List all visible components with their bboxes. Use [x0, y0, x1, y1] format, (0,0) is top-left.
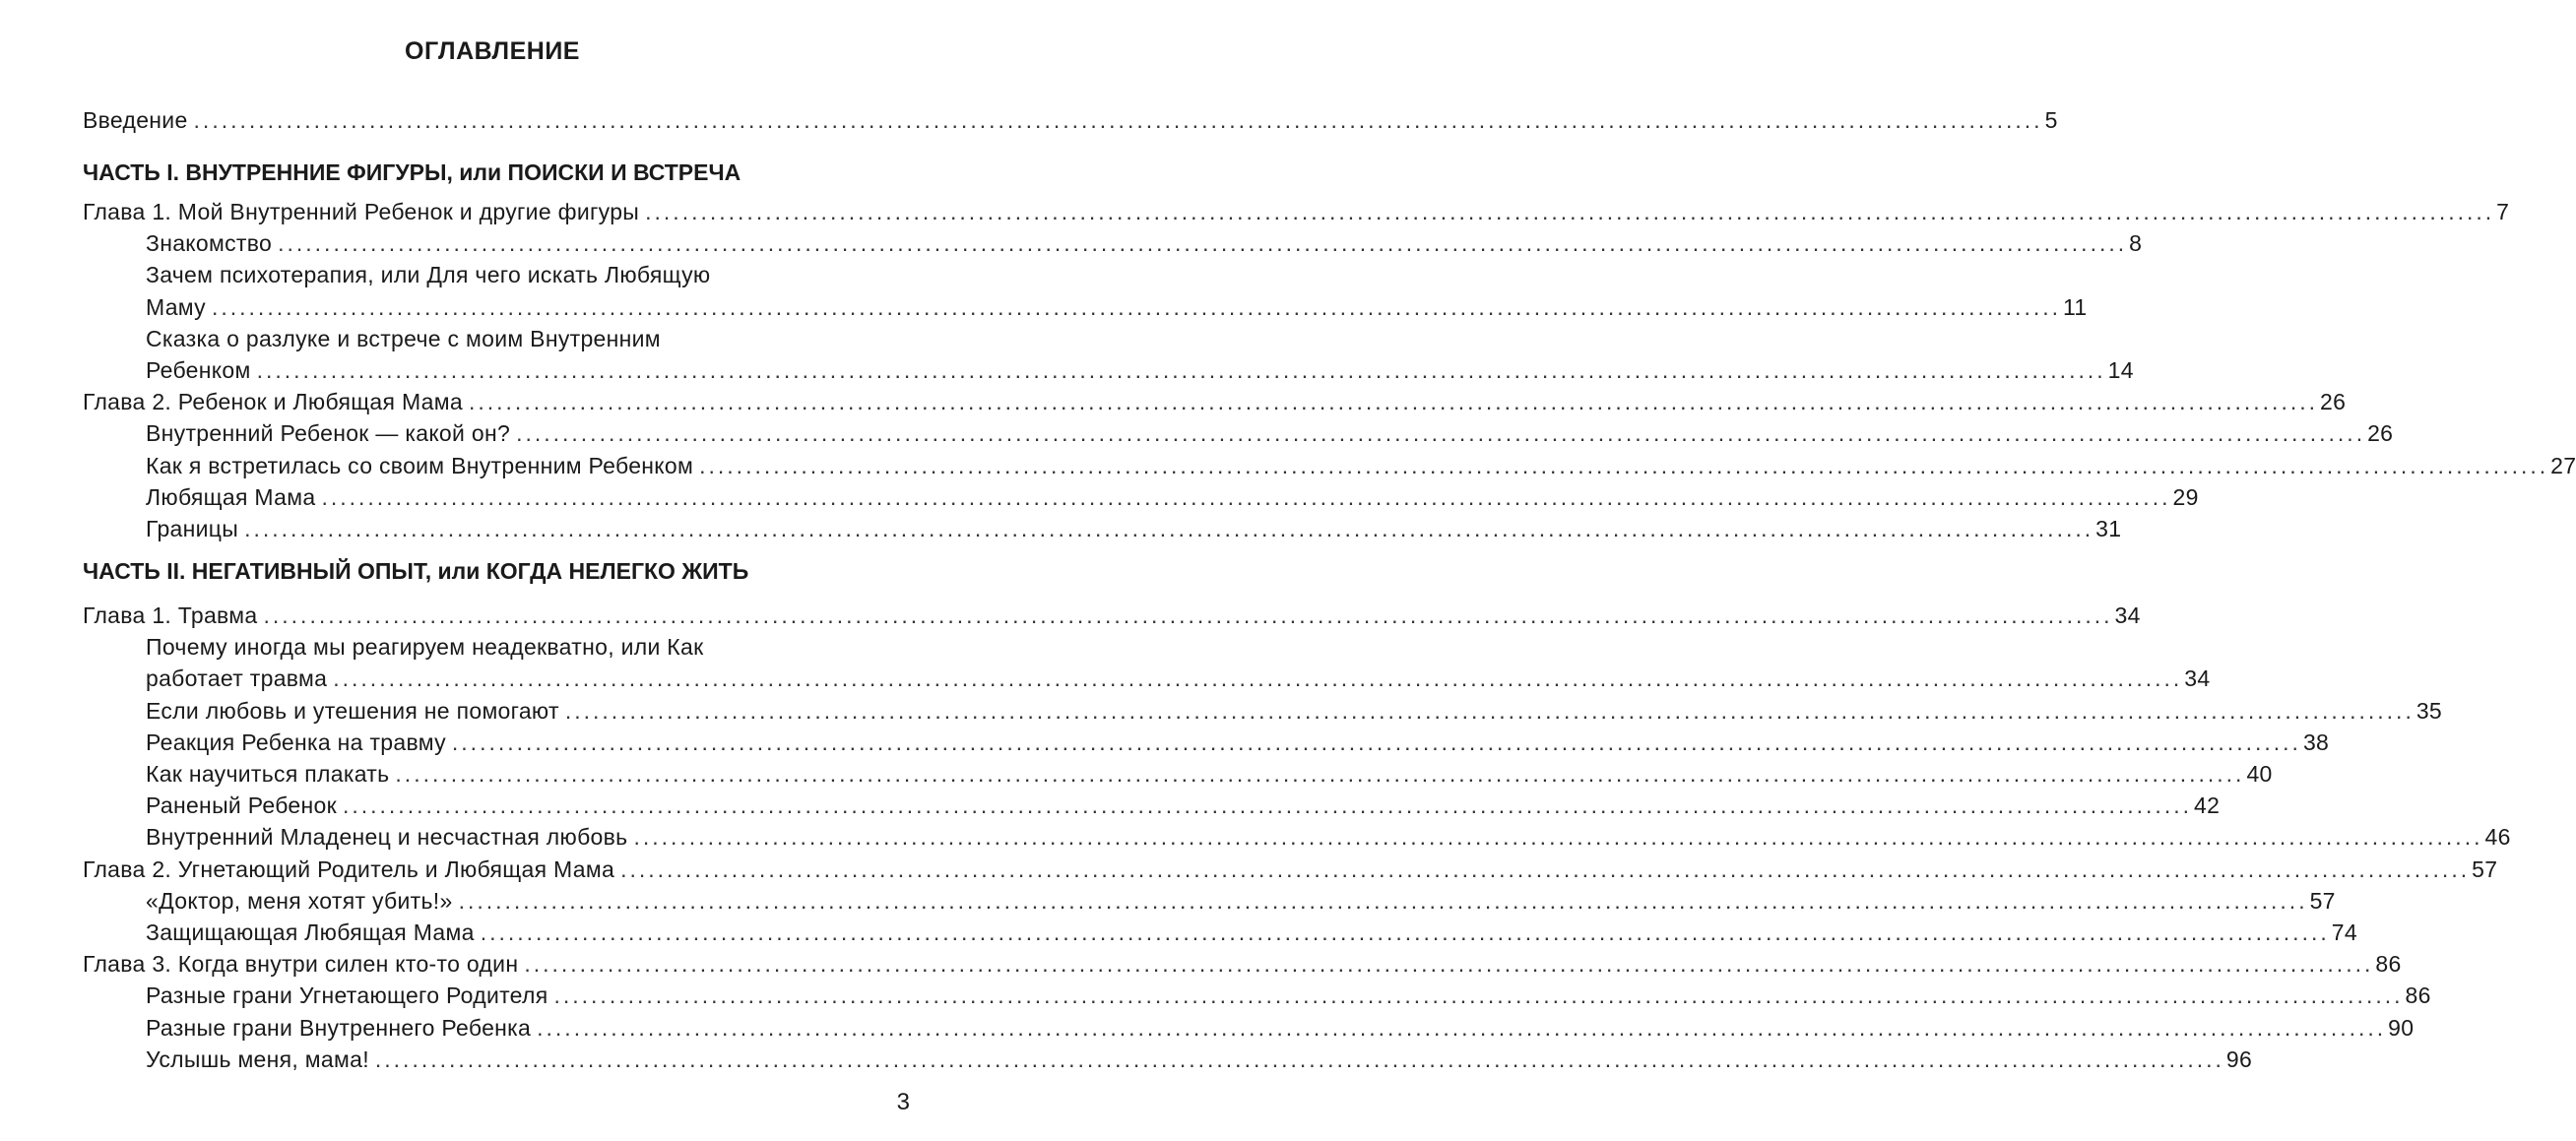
toc-chapter — [83, 854, 2498, 885]
entry-page: 27 — [2550, 452, 2576, 478]
entry-text: Глава 1. Травма — [83, 602, 258, 628]
entry-text-line1: Зачем психотерапия, или Для чего искать Любящую — [146, 262, 711, 288]
part-1-title: ЧАСТЬ I. ВНУТРЕННИЕ ФИГУРЫ, или ПОИСКИ И ВСТРЕЧА — [83, 159, 741, 185]
toc-section — [146, 354, 2134, 386]
entry-text: Глава 2. Угнетающий Родитель и Любящая Мама — [83, 856, 615, 882]
entry-text-line1: Сказка о разлуке и встрече с моим Внутренним — [146, 325, 661, 351]
toc-section — [146, 291, 2088, 323]
toc-chapter — [83, 386, 2347, 417]
part-2-title: ЧАСТЬ II. НЕГАТИВНЫЙ ОПЫТ, или КОГДА НЕЛЕГКО ЖИТЬ — [83, 558, 749, 584]
entry-text: Как научиться плакать — [146, 761, 390, 787]
leader-dots: ........................................................................................................................................................................................................ — [516, 420, 2366, 447]
entry-page: 74 — [2331, 919, 2357, 945]
leader-dots: ........................................................................................................................................................................................................ — [537, 1014, 2387, 1041]
entry-page: 34 — [2114, 602, 2141, 628]
entry-page: 40 — [2246, 761, 2273, 787]
entry-page: 29 — [2172, 483, 2199, 510]
entry-page: 86 — [2375, 951, 2402, 978]
toc-intro — [83, 104, 2058, 136]
toc-section — [146, 980, 2431, 1011]
entry-text: Границы — [146, 516, 239, 541]
entry-page: 7 — [2496, 199, 2510, 224]
entry-text: Как я встретилась со своим Внутренним Ребенком — [146, 452, 694, 478]
toc-section — [146, 1012, 2415, 1044]
entry-page: 57 — [2309, 887, 2336, 914]
leader-dots: ........................................................................................................................................................................................................ — [374, 1046, 2224, 1072]
leader-dots: ........................................................................................................................................................................................................ — [321, 483, 2171, 510]
entry-page: 90 — [2388, 1014, 2415, 1041]
entry-text: работает травма — [146, 666, 328, 692]
toc-section — [146, 1044, 2253, 1075]
entry-text: Разные грани Угнетающего Родителя — [146, 983, 548, 1009]
entry-text: Глава 2. Ребенок и Любящая Мама — [83, 389, 463, 415]
entry-page: 96 — [2225, 1046, 2253, 1072]
entry-page: 46 — [2484, 824, 2511, 851]
entry-page: 5 — [2044, 107, 2058, 133]
toc-chapter — [83, 600, 2141, 631]
entry-text: Внутренний Младенец и несчастная любовь — [146, 824, 628, 851]
leader-dots: ........................................................................................................................................................................................................ — [333, 666, 2183, 692]
entry-text: Услышь меня, мама! — [146, 1046, 369, 1072]
entry-text: «Доктор, меня хотят убить!» — [146, 887, 453, 914]
leader-dots: ........................................................................................................................................................................................................ — [256, 357, 2106, 383]
leader-dots: ........................................................................................................................................................................................................ — [342, 792, 2192, 819]
entry-page: 34 — [2184, 666, 2211, 692]
leader-dots: ........................................................................................................................................................................................................ — [699, 452, 2549, 478]
entry-text-line1: Почему иногда мы реагируем неадекватно, или Как — [146, 634, 704, 661]
toc-section — [146, 821, 2511, 853]
leader-dots: ........................................................................................................................................................................................................ — [244, 516, 2094, 541]
toc-section — [146, 790, 2221, 821]
leader-dots: ........................................................................................................................................................................................................ — [468, 389, 2319, 415]
entry-page: 11 — [2063, 293, 2088, 320]
toc-section — [146, 481, 2199, 513]
entry-page: 86 — [2405, 983, 2431, 1009]
entry-page: 31 — [2095, 516, 2122, 541]
entry-page: 57 — [2472, 856, 2498, 882]
toc-section — [146, 450, 2576, 481]
toc-section — [146, 885, 2336, 917]
leader-dots: ........................................................................................................................................................................................................ — [458, 887, 2308, 914]
entry-page: 26 — [2320, 389, 2347, 415]
toc-section — [146, 758, 2273, 790]
leader-dots: ........................................................................................................................................................................................................ — [633, 824, 2483, 851]
leader-dots: ........................................................................................................................................................................................................ — [620, 856, 2471, 882]
toc-section — [146, 727, 2330, 758]
toc-section — [146, 513, 2122, 544]
entry-text: Разные грани Внутреннего Ребенка — [146, 1014, 532, 1041]
leader-dots: ........................................................................................................................................................................................................ — [553, 983, 2404, 1009]
entry-page: 35 — [2415, 697, 2443, 724]
toc-section — [146, 663, 2211, 694]
entry-text: Раненый Ребенок — [146, 792, 337, 819]
leader-dots: ........................................................................................................................................................................................................ — [395, 761, 2245, 787]
entry-text: Маму — [146, 293, 206, 320]
leader-dots: ........................................................................................................................................................................................................ — [480, 919, 2330, 945]
leader-dots: ........................................................................................................................................................................................................ — [278, 230, 2128, 257]
entry-text: Глава 3. Когда внутри силен кто-то один — [83, 951, 519, 978]
entry-text: Знакомство — [146, 230, 273, 257]
entry-text: Ребенком — [146, 357, 251, 383]
toc-section — [146, 417, 2394, 449]
entry-text: Если любовь и утешения не помогают — [146, 697, 559, 724]
toc-section — [146, 695, 2443, 727]
entry-page: 42 — [2194, 792, 2221, 819]
toc-section — [146, 917, 2357, 948]
leader-dots: ........................................................................................................................................................................................................ — [451, 729, 2301, 755]
entry-text: Любящая Мама — [146, 483, 316, 510]
entry-page: 8 — [2129, 230, 2143, 257]
entry-text: Внутренний Ребенок — какой он? — [146, 420, 511, 447]
entry-text: Защищающая Любящая Мама — [146, 919, 475, 945]
entry-text: Глава 1. Мой Внутренний Ребенок и другие фигуры — [83, 199, 640, 224]
leader-dots: ........................................................................................................................................................................................................ — [211, 293, 2062, 320]
entry-text: Реакция Ребенка на травму — [146, 729, 446, 755]
toc-section — [146, 227, 2143, 259]
leader-dots: ........................................................................................................................................................................................................ — [564, 697, 2415, 724]
entry-page: 38 — [2302, 729, 2330, 755]
toc-chapter — [83, 196, 2510, 227]
entry-page: 26 — [2367, 420, 2394, 447]
toc-chapter — [83, 948, 2402, 980]
toc-title: ОГЛАВЛЕНИЕ — [405, 37, 580, 65]
leader-dots: ........................................................................................................................................................................................................ — [263, 602, 2113, 628]
leader-dots: ........................................................................................................................................................................................................ — [524, 951, 2374, 978]
leader-dots: ........................................................................................................................................................................................................ — [645, 199, 2495, 224]
entry-text: Введение — [83, 107, 188, 133]
entry-page: 14 — [2107, 357, 2134, 383]
page-number: 3 — [896, 1089, 910, 1115]
leader-dots: ........................................................................................................................................................................................................ — [193, 107, 2043, 133]
